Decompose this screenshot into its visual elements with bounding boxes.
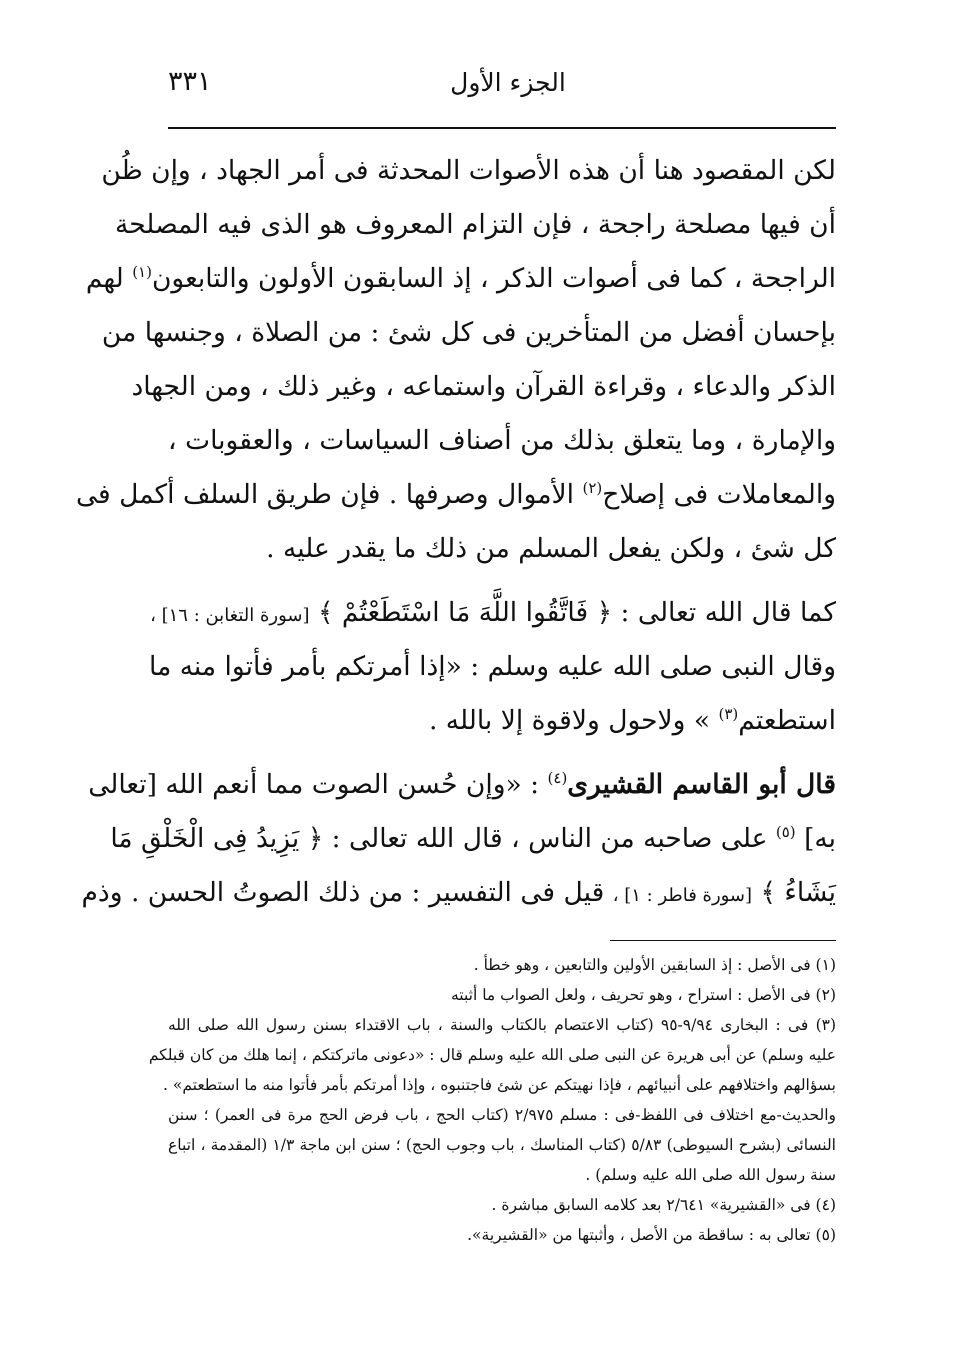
text-line: بإحسان أفضل من المتأخرين فى كل شئ : من الصلاة ، وجنسها من	[101, 317, 836, 348]
text-line	[88, 758, 836, 812]
quran-quote: كما قال الله تعالى : ﴿ فَاتَّقُوا اللَّهَ مَا اسْتَطَعْتُمْ ﴾	[317, 597, 836, 628]
footnote-2: (٢) فى الأصل : استراح ، وهو تحريف ، ولعل الصواب ما أثبته	[450, 986, 836, 1004]
footnote-3-cont: سنة رسول الله صلى الله عليه وسلم) .	[585, 1166, 836, 1184]
text-segment: » ولاحول ولاقوة إلا بالله .	[428, 705, 711, 736]
text-line: والإمارة ، وما يتعلق بذلك من أصناف السياسات ، والعقوبات ،	[168, 425, 836, 456]
text-line: الذكر والدعاء ، وقراءة القرآن واستماعه ، وغير ذلك ، ومن الجهاد	[131, 371, 836, 402]
text-segment: قيل فى التفسير : من ذلك الصوتُ الحسن . وذم	[81, 877, 605, 908]
text-line	[75, 468, 836, 522]
footnote-ref: (٢)	[582, 479, 603, 498]
page-header	[168, 66, 836, 110]
text-line	[85, 252, 836, 306]
footnotes	[148, 950, 837, 1250]
text-segment: الأموال وصرفها . فإن طريق السلف أكمل فى	[75, 479, 575, 510]
text-segment: الراجحة ، كما فى أصوات الذكر ، إذ السابقون الأولون والتابعون	[151, 263, 836, 294]
footnote-4: (٤) فى «القشيرية» ٢/٦٤١ بعد كلامه السابق مباشرة .	[491, 1196, 836, 1214]
text-line	[168, 694, 836, 748]
running-title: الجزء الأول	[450, 68, 566, 97]
footnote-3-cont: عليه وسلم) عن أبى هريرة عن النبى صلى الله عليه وسلم قال : «دعونى ماتركتكم ، إنما هلك من كان قبلكم	[148, 1046, 836, 1064]
header-rule	[168, 127, 836, 129]
main-text	[75, 144, 836, 920]
author-name: قال أبو القاسم القشيرى	[567, 769, 836, 800]
footnote-3-cont: بسؤالهم واختلافهم على أنبيائهم ، فإذا نهيتكم عن شئ فاجتنبوه ، وإذا أمرتكم بأمر فأتوا منه ما استطعتم» .	[162, 1076, 836, 1094]
footnote-ref: (١)	[132, 263, 152, 282]
quran-citation: [سورة فاطر : ١] ،	[612, 885, 753, 906]
text-line: لكن المقصود هنا أن هذه الأصوات المحدثة فى أمر الجهاد ، وإن ظُن	[101, 155, 836, 186]
text-segment: استطعتم	[738, 705, 836, 736]
text-line	[81, 866, 836, 920]
text-segment: والمعاملات فى إصلاح	[602, 479, 836, 510]
text-line: كل شئ ، ولكن يفعل المسلم من ذلك ما يقدر عليه .	[266, 533, 836, 564]
footnote-ref: (٤)	[547, 769, 568, 788]
footnote-3-cont: النسائى (بشرح السيوطى) ٥/٨٣ (كتاب المناسك ، باب وجوب الحج) ؛ سنن ابن ماجة ١/٣ (المقدمة ، اتباع	[168, 1136, 836, 1154]
footnote-ref: (٣)	[718, 705, 739, 724]
footnote-3: (٣) فى : البخارى ٩/٩٤-٩٥ (كتاب الاعتصام بالكتاب والسنة ، باب الاقتداء بسنن رسول الله صلى الله	[168, 1016, 837, 1034]
text-segment: على صاحبه من الناس ، قال الله تعالى : ﴿ يَزِيدُ فِى الْخَلْقِ مَا	[110, 823, 768, 854]
footnote-ref: (٥)	[775, 823, 796, 842]
page-number: ٣٣١	[168, 66, 212, 97]
footnote-5: (٥) تعالى به : ساقطة من الأصل ، وأثبتها من «القشيرية».	[467, 1226, 836, 1244]
quran-citation: [سورة التغابن : ١٦] ،	[150, 605, 310, 626]
footnote-3-cont: والحديث-مع اختلاف فى اللفظ-فى : مسلم ٢/٩٧٥ (كتاب الحج ، باب فرض الحج مرة فى العمر) ؛ سنن	[168, 1106, 836, 1124]
text-segment: : «وإن حُسن الصوت مما أنعم الله [تعالى	[88, 769, 540, 800]
text-line	[150, 586, 836, 640]
text-line: وقال النبى صلى الله عليه وسلم : «إذا أمرتكم بأمر فأتوا منه ما	[149, 651, 836, 682]
text-line: أن فيها مصلحة راجحة ، فإن التزام المعروف هو الذى فيه المصلحة	[114, 209, 836, 240]
quran-quote: يَشَاءُ ﴾	[760, 877, 836, 908]
footnote-1: (١) فى الأصل : إذ السابقين الأولين والتابعين ، وهو خطأ .	[473, 956, 836, 974]
text-line	[110, 812, 836, 866]
footnote-rule	[610, 940, 836, 941]
text-segment: لهم	[85, 263, 124, 294]
text-segment: به]	[804, 823, 836, 854]
